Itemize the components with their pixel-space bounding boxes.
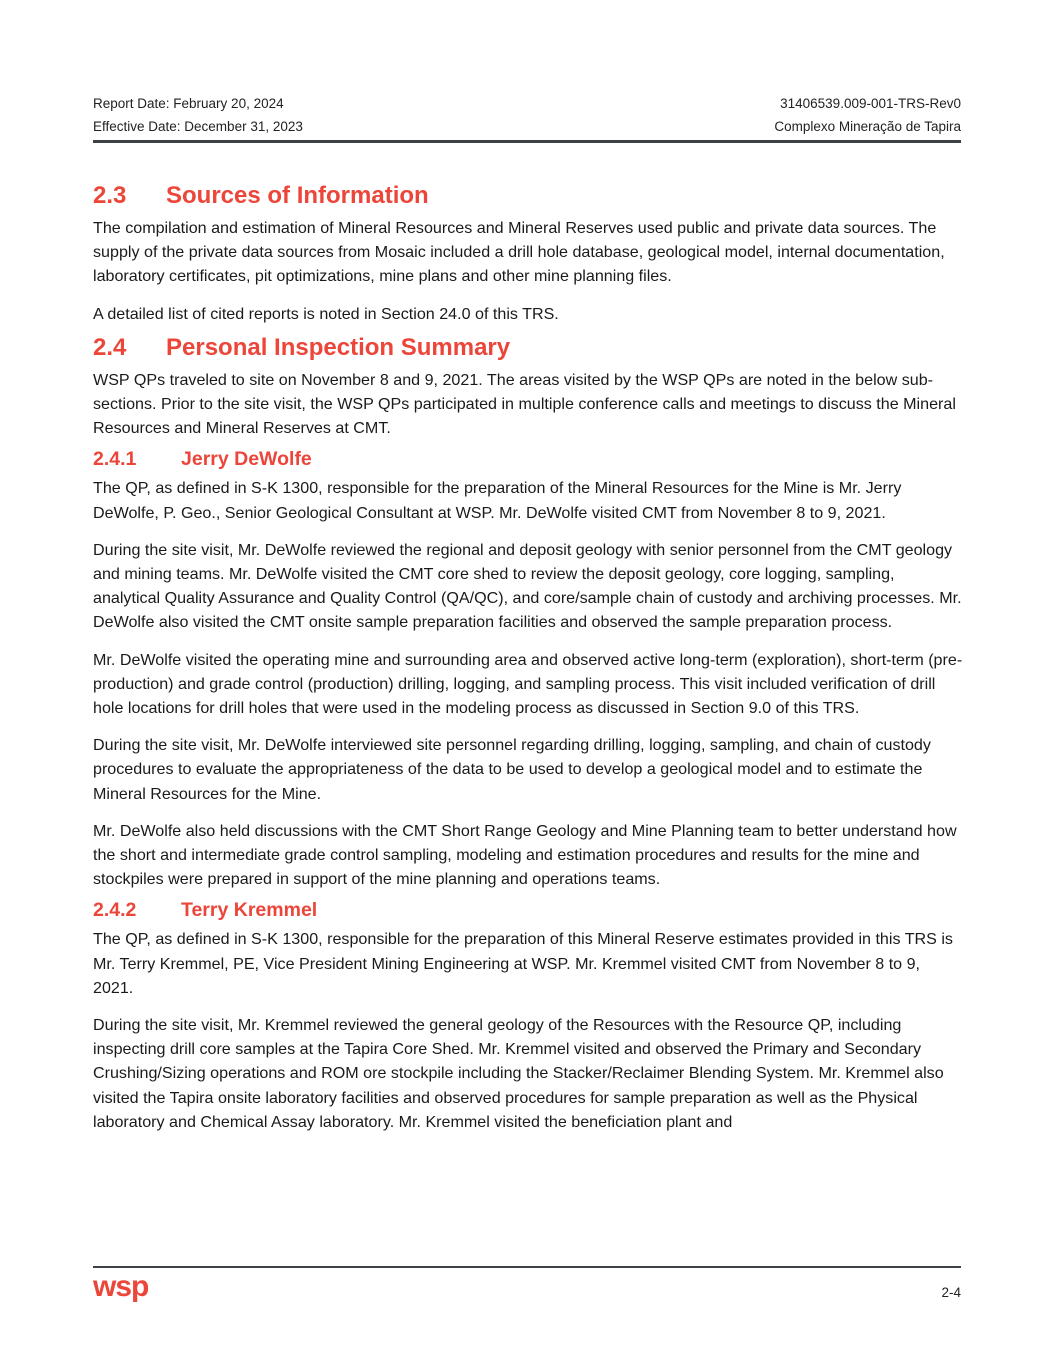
paragraph: The compilation and estimation of Mineral Resources and Mineral Reserves used public and private data sources. The supply of the private data sources from Mosaic included a drill hole database, geological model, internal documentation, laboratory certificates, pit optimizations, mine plans and other mine planning files.	[93, 219, 945, 286]
footer-divider	[93, 1266, 961, 1268]
page-header	[93, 92, 961, 138]
subsection-number: 2.4.1	[93, 448, 137, 471]
paragraph: A detailed list of cited reports is noted in Section 24.0 of this TRS.	[93, 304, 559, 323]
paragraph: The QP, as defined in S-K 1300, responsible for the preparation of the Mineral Resources for the Mine is Mr. Jerry DeWolfe, P. Geo., Senior Geological Consultant at WSP. Mr. DeWolfe visited CMT from November 8 to 9, 2021.	[93, 479, 902, 522]
report-date: Report Date: February 20, 2024	[93, 96, 284, 111]
paragraph: During the site visit, Mr. Kremmel reviewed the general geology of the Resources with the Resource QP, including inspecting drill core samples at the Tapira Core Shed. Mr. Kremmel visited and observed the Primary and Secondary Crushing/Sizing operations and ROM ore stockpile including the Stacker/Reclaimer Blending System. Mr. Kremmel also visited the Tapira onsite laboratory facilities and observed procedures for sample preparation as well as the Physical laboratory and Chemical Assay laboratory. Mr. Kremmel visited the beneficiation plant and	[93, 1016, 944, 1131]
paragraph: Mr. DeWolfe also held discussions with the CMT Short Range Geology and Mine Planning team to better understand how the short and intermediate grade control sampling, modeling and estimation procedures and results for the mine and stockpiles were prepared in support of the mine planning and operations teams.	[93, 821, 957, 889]
subsection-number: 2.4.2	[93, 899, 137, 922]
section-heading-2-4	[93, 332, 963, 364]
section-heading-2-3	[93, 180, 963, 212]
header-divider	[93, 140, 961, 143]
subsection-heading-2-4-1	[93, 446, 963, 472]
subsection-heading-2-4-2	[93, 897, 963, 923]
section-title: Sources of Information	[166, 182, 429, 209]
paragraph: During the site visit, Mr. DeWolfe interviewed site personnel regarding drilling, logging, sampling, and chain of custody procedures to evaluate the appropriateness of the data to be used to develop a geological model and to estimate the Mineral Resources for the Mine.	[93, 736, 931, 803]
paragraph: The QP, as defined in S-K 1300, responsible for the preparation of this Mineral Reserve estimates provided in this TRS is Mr. Terry Kremmel, PE, Vice President Mining Engineering at WSP. Mr. Kremmel visited CMT from November 8 to 9, 2021.	[93, 930, 953, 997]
effective-date: Effective Date: December 31, 2023	[93, 119, 303, 134]
page-body	[93, 180, 963, 1147]
paragraph: WSP QPs traveled to site on November 8 and 9, 2021. The areas visited by the WSP QPs are noted in the below sub-sections. Prior to the site visit, the WSP QPs participated in multiple conference calls and meetings to discuss the Mineral Resources and Mineral Reserves at CMT.	[93, 370, 956, 438]
page-number: 2-4	[941, 1285, 961, 1300]
logo-text: wsp	[93, 1274, 149, 1303]
wsp-logo	[93, 1274, 159, 1313]
project-name: Complexo Mineração de Tapira	[774, 119, 961, 134]
paragraph: Mr. DeWolfe visited the operating mine and surrounding area and observed active long-term (exploration), short-term (pre-production) and grade control (production) drilling, logging, and sampling process. This visit included verification of drill hole locations for drill holes that were used in the modeling process as discussed in Section 9.0 of this TRS.	[93, 650, 963, 718]
section-title: Personal Inspection Summary	[166, 333, 511, 361]
subsection-title: Terry Kremmel	[181, 899, 318, 922]
section-number: 2.3	[93, 182, 127, 209]
paragraph: During the site visit, Mr. DeWolfe reviewed the regional and deposit geology with senior personnel from the CMT geology and mining teams. Mr. DeWolfe visited the CMT core shed to review the deposit geology, core logging, sampling, analytical Quality Assurance and Quality Control (QA/QC), and core/sample chain of custody and archiving processes. Mr. DeWolfe also visited the CMT onsite sample preparation facilities and observed the sample preparation process.	[93, 540, 962, 632]
subsection-title: Jerry DeWolfe	[181, 448, 312, 471]
document-id: 31406539.009-001-TRS-Rev0	[780, 96, 961, 111]
section-number: 2.4	[93, 333, 127, 361]
